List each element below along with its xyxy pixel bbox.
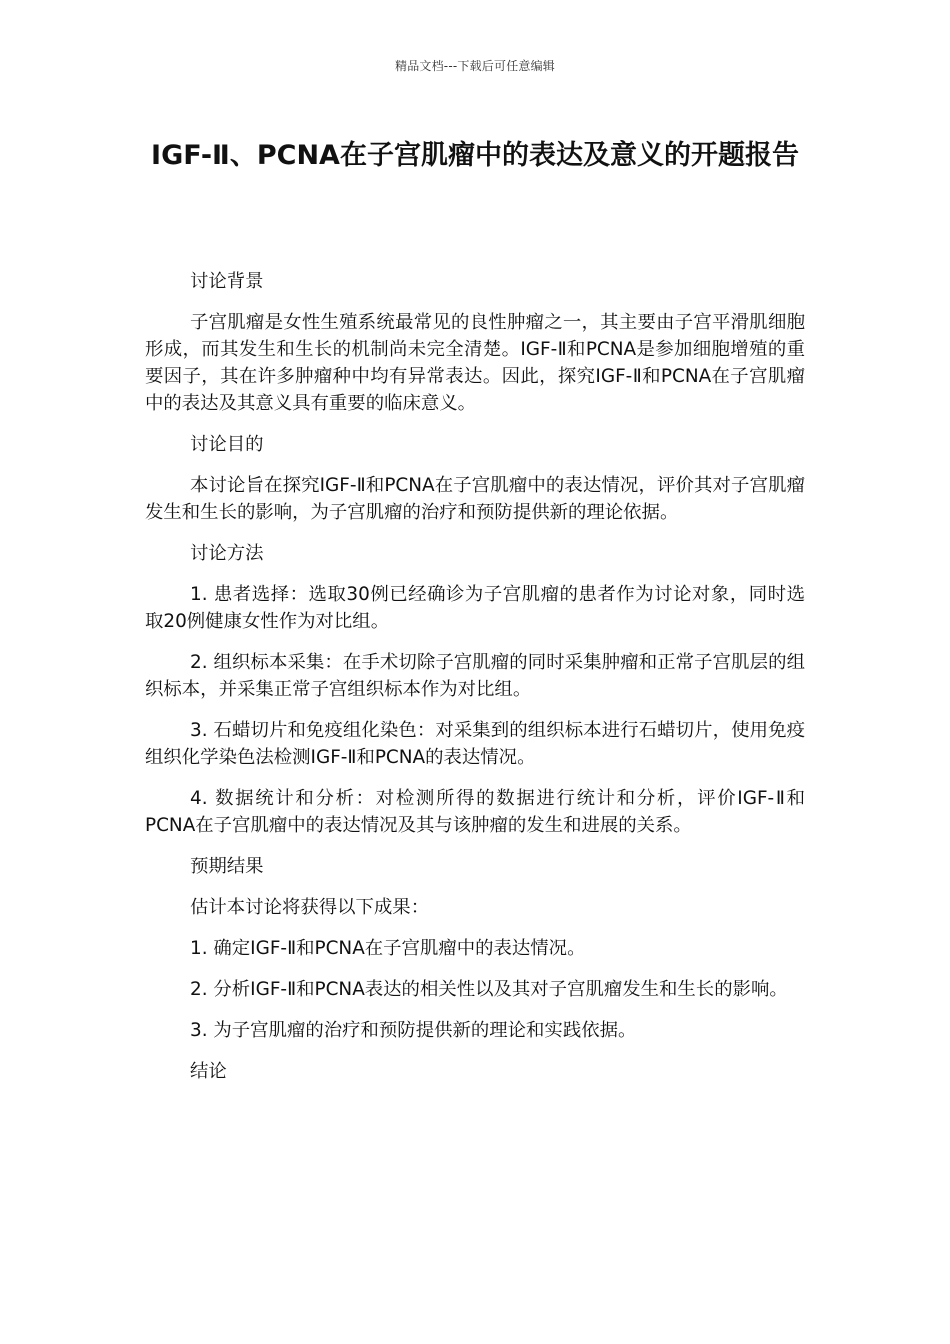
results-item-3: 3. 为子宫肌瘤的治疗和预防提供新的理论和实践依据。 [190, 1020, 637, 1041]
method-item-3: 3. 石蜡切片和免疫组化染色：对采集到的组织标本进行石蜡切片，使用免疫组织化学染色法检测IGF-Ⅱ和PCNA的表达情况。 [145, 720, 805, 768]
results-item-1: 1. 确定IGF-Ⅱ和PCNA在子宫肌瘤中的表达情况。 [190, 938, 586, 959]
background-heading: 讨论背景 [190, 271, 264, 292]
results-intro: 估计本讨论将获得以下成果： [190, 897, 430, 918]
document-title: IGF-Ⅱ、PCNA在子宫肌瘤中的表达及意义的开题报告 [151, 140, 799, 171]
results-heading: 预期结果 [190, 856, 264, 877]
document-body [145, 268, 805, 1099]
purpose-paragraph: 本讨论旨在探究IGF-Ⅱ和PCNA在子宫肌瘤中的表达情况，评价其对子宫肌瘤发生和生长的影响，为子宫肌瘤的治疗和预防提供新的理论依据。 [145, 475, 805, 523]
results-item-2: 2. 分析IGF-Ⅱ和PCNA表达的相关性以及其对子宫肌瘤发生和生长的影响。 [190, 979, 788, 1000]
purpose-heading: 讨论目的 [190, 434, 264, 455]
method-heading: 讨论方法 [190, 543, 264, 564]
method-item-1: 1. 患者选择：选取30例已经确诊为子宫肌瘤的患者作为讨论对象，同时选取20例健康女性作为对比组。 [145, 584, 805, 632]
method-item-2: 2. 组织标本采集：在手术切除子宫肌瘤的同时采集肿瘤和正常子宫肌层的组织标本，并采集正常子宫组织标本作为对比组。 [145, 652, 805, 700]
method-item-4: 4. 数据统计和分析：对检测所得的数据进行统计和分析，评价IGF-Ⅱ和PCNA在子宫肌瘤中的表达情况及其与该肿瘤的发生和进展的关系。 [145, 788, 805, 836]
header-note: 精品文档---下载后可任意编辑 [395, 59, 555, 73]
conclusion-heading: 结论 [190, 1061, 227, 1082]
background-paragraph: 子宫肌瘤是女性生殖系统最常见的良性肿瘤之一，其主要由子宫平滑肌细胞形成，而其发生和生长的机制尚未完全清楚。IGF-Ⅱ和PCNA是参加细胞增殖的重要因子，其在许多肿瘤种中均有异常表达。因此，探究IGF-Ⅱ和PCNA在子宫肌瘤中的表达及其意义具有重要的临床意义。 [145, 312, 805, 414]
